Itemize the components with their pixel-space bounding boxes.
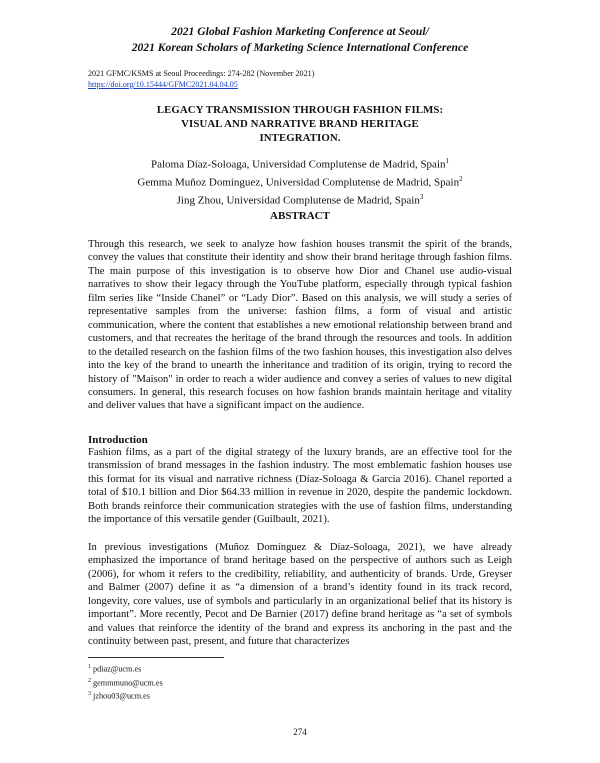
author-footnote-mark: 3 (419, 193, 424, 202)
footnote-email: gemmmuno@ucm.es (93, 678, 163, 688)
abstract-heading: ABSTRACT (270, 210, 330, 222)
footnote-mark: 1 (88, 664, 91, 670)
footnote-mark: 2 (88, 677, 91, 684)
introduction-paragraph-2: In previous investigations (Muñoz Domínguez & Díaz-Soloaga, 2021), we have already emphasized the importance of brand heritage based on the perspective of authors such as Leigh (2006), for whom it refers to the credibility, reliability, and authenticity of brands. Urde, Greyser and Balmer (2007) define it as “a dimension of a brand’s identity found in its track record, longevity, core values, use of symbols and particularly in an organizational belief that its history is important”. More recently, Pecot and De Barnier (2017) define brand heritage as “a set of symbols and values that reinforce the identity of the brand and express its anchoring in the past and the continuity between past, present, and future that characterizes (88, 542, 512, 648)
footnote-email: jzhou03@ucm.es (93, 691, 150, 701)
title-line-1: LEGACY TRANSMISSION THROUGH FASHION FILMS: (156, 104, 444, 116)
title-line-2: VISUAL AND NARRATIVE BRAND HERITAGE (181, 118, 419, 130)
introduction-heading: Introduction (88, 434, 148, 446)
proceedings-citation: 2021 GFMC/KSMS at Seoul Proceedings: 274-282 (November 2021) (88, 69, 315, 78)
footnotes (88, 662, 163, 703)
title-line-3: INTEGRATION. (259, 132, 341, 144)
page-number: 274 (293, 727, 307, 737)
author-footnote-mark: 1 (445, 157, 449, 165)
author-text: Gemma Muñoz Domínguez, Universidad Complutense de Madrid, Spain (137, 176, 460, 189)
conference-header (60, 24, 540, 56)
footnote (88, 676, 163, 690)
footnote-email: pdiaz@ucm.es (93, 664, 142, 674)
author-line (90, 190, 510, 208)
footnote (88, 689, 163, 703)
conference-line-1: 2021 Global Fashion Marketing Conference at Seoul/ (171, 25, 429, 38)
footnote-divider (88, 657, 224, 658)
author-list (90, 154, 510, 208)
author-line (90, 154, 510, 172)
paper-title (110, 103, 490, 145)
abstract-text: Through this research, we seek to analyze how fashion houses transmit the spirit of the brands, convey the values that constitute their identity and show their brand heritage through fashion films. The main purpose of this investigation is to observe how Dior and Chanel use audio-visual narratives to show their legacy through the YouTube platform, especially through typical fashion film series like “Inside Chanel” or “Lady Dior”. Based on this analysis, we will study a series of representative samples from the universe: fashion films, a form of visual and artistic communication, where the content that establishes a new emotional relationship between brand and customers, and that recreates the heritage of the brand through the resources and tools. In addition to the detailed research on the fashion films of the two fashion houses, this investigation also delves into the key of the brand to unearth the inheritance and tradition of its origin, trying to record the history of "Maison" in order to reach a wider audience and convey a series of values to new digital consumers. In general, this research focuses on how fashion brands maintain heritage and vitality and deliver values that have a significant impact on the audience. (88, 239, 512, 412)
author-text: Jing Zhou, Universidad Complutense de Madrid, Spain (176, 194, 420, 207)
author-text: Paloma Díaz-Soloaga, Universidad Complutense de Madrid, Spain (151, 158, 446, 171)
author-line (90, 172, 510, 190)
footnote-mark: 3 (88, 691, 91, 698)
conference-line-2: 2021 Korean Scholars of Marketing Science International Conference (131, 41, 469, 54)
introduction-paragraph-1: Fashion films, as a part of the digital strategy of the luxury brands, are an effective tool for the transmission of brand messages in the fashion industry. The most emblematic fashion houses use this format for its visual and narrative richness (Díaz-Soloaga & Garcia 2016). Chanel reported a total of $10.1 billion and Dior $64.33 million in revenue in 2020, despite the pandemic lockdown. Both brands reinforce their communication strategies with the use of fashion films, understanding the importance of this versatile gender (Guilbault, 2021). (88, 447, 512, 526)
author-footnote-mark: 2 (459, 175, 463, 184)
doi-link[interactable]: https://doi.org/10.15444/GFMC2021.04.04.05 (88, 80, 238, 89)
footnote (88, 662, 163, 676)
